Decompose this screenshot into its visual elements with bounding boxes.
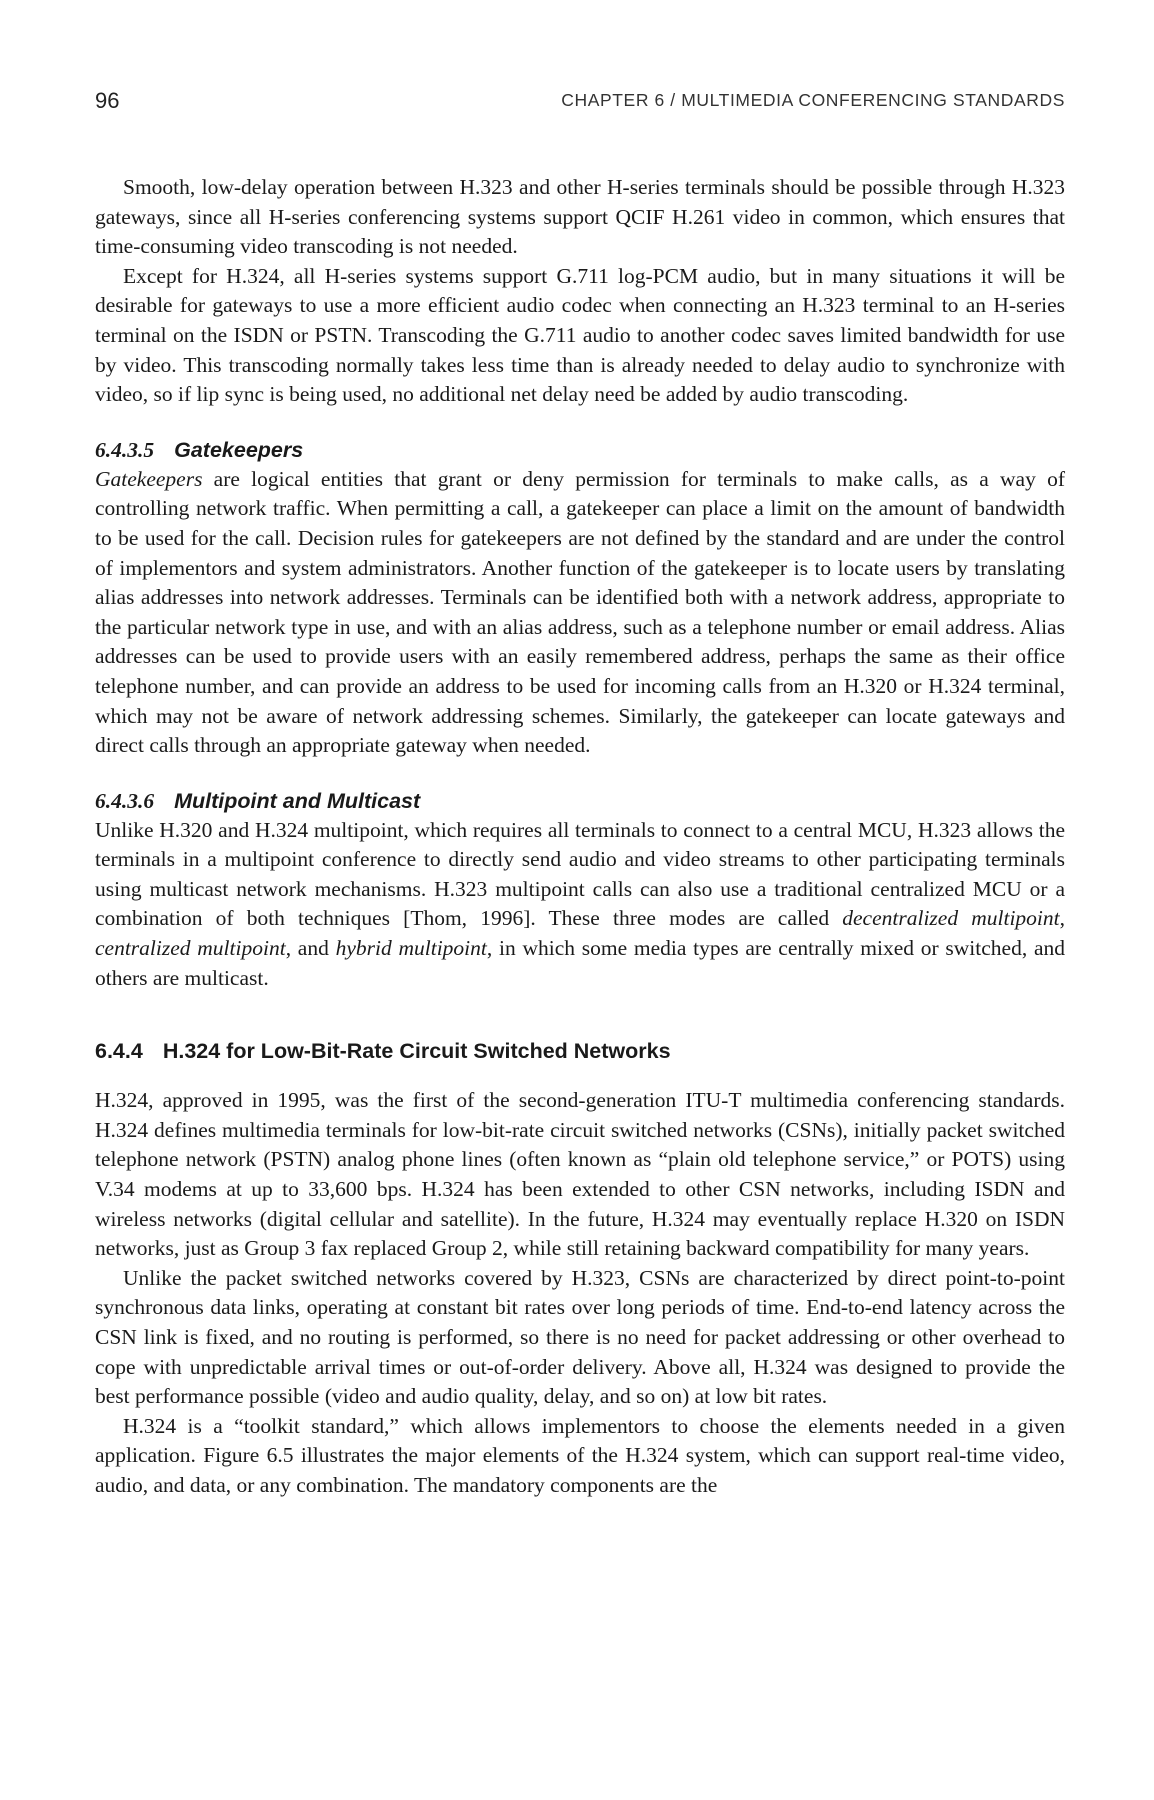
subsection-number: 6.4.3.6 <box>95 788 155 813</box>
subsection-title: Multipoint and Multicast <box>174 788 421 813</box>
running-head <box>95 88 1065 118</box>
book-page <box>95 0 1070 1800</box>
paragraph-h324-intro: H.324, approved in 1995, was the first of the second-generation ITU-T multimedia conferencing standards. H.324 defines multimedia terminals for low-bit-rate circuit switched networks (CSNs), initially packet switched telephone network (PSTN) analog phone lines (often known as “plain old telephone service,” or POTS) using V.34 modems at up to 33,600 bps. H.324 has been extended to other CSN networks, including ISDN and wireless networks (digital cellular and satellite). In the future, H.324 may eventually replace H.320 on ISDN networks, just as Group 3 fax replaced Group 2, while still retaining backward compatibility for many years. <box>95 1088 1065 1261</box>
subsection-title: Gatekeepers <box>174 437 304 462</box>
multipoint-text-b: , in which some media types are centrally mixed or switched, and others are multicast. <box>95 936 1066 990</box>
page-number: 96 <box>95 88 120 113</box>
term-centralized-multipoint: centralized multipoint <box>95 936 286 961</box>
section-title: H.324 for Low-Bit-Rate Circuit Switched Networks <box>162 1039 671 1064</box>
term-decentralized-multipoint: decentralized multipoint <box>842 906 1060 931</box>
subsection-heading-multipoint <box>95 787 1065 816</box>
chapter-title: CHAPTER 6 / MULTIMEDIA CONFERENCING STANDARDS <box>561 90 1065 110</box>
paragraph-audio-transcoding: Except for H.324, all H-series systems support G.711 log-PCM audio, but in many situations it will be desirable for gateways to use a more efficient audio codec when connecting an H.323 terminal to an H-series terminal on the ISDN or PSTN. Transcoding the G.711 audio to another codec saves limited bandwidth for use by video. This transcoding normally takes less time than is already needed to delay audio to synchronize with video, so if lip sync is being used, no additional net delay need be added by audio transcoding. <box>95 263 1065 407</box>
section-heading-h324 <box>95 1037 1065 1066</box>
paragraph-h323-gateways: Smooth, low-delay operation between H.323 and other H-series terminals should be possible through H.323 gateways, since all H-series conferencing systems support QCIF H.261 video in common, which ensures that time-consuming video transcoding is not needed. <box>95 175 1065 259</box>
paragraph-toolkit-standard: H.324 is a “toolkit standard,” which allows implementors to choose the elements needed in a given application. Figure 6.5 illustrates the major elements of the H.324 system, which can support real-time video, audio, and data, or any combination. The mandatory components are the <box>95 1413 1065 1497</box>
paragraph-gatekeepers <box>95 465 1065 761</box>
subsection-heading-gatekeepers <box>95 436 1065 465</box>
paragraph-multipoint <box>95 816 1065 994</box>
separator: , and <box>285 936 336 961</box>
section-number: 6.4.4 <box>95 1039 143 1064</box>
term-hybrid-multipoint: hybrid multipoint <box>335 936 487 961</box>
term-gatekeepers: Gatekeepers <box>95 466 203 491</box>
subsection-number: 6.4.3.5 <box>95 437 155 462</box>
multipoint-text-a: Unlike H.320 and H.324 multipoint, which requires all terminals to connect to a central MCU, H.323 allows the terminals in a multipoint conference to directly send audio and video streams to other participating terminals using multicast network mechanisms. H.323 multipoint calls can also use a traditional centralized MCU or a combination of both techniques [Thom, 1996]. These three modes are called <box>95 817 1065 931</box>
gatekeepers-text: are logical entities that grant or deny permission for terminals to make calls, as a way of controlling network traffic. When permitting a call, a gatekeeper can place a limit on the amount of bandwidth to be used for the call. Decision rules for gatekeepers are not defined by the standard and are under the control of implementors and system administrators. Another function of the gatekeeper is to locate users by translating alias addresses into network addresses. Terminals can be identified both with a network address, appropriate to the particular network type in use, and with an alias address, such as a telephone number or email address. Alias addresses can be used to provide users with an easily remembered address, perhaps the same as their office telephone number, and can provide an address to be used for incoming calls from an H.320 or H.324 terminal, which may not be aware of network addressing schemes. Similarly, the gatekeeper can locate gateways and direct calls through an appropriate gateway when needed. <box>95 466 1065 758</box>
paragraph-csn-characteristics: Unlike the packet switched networks covered by H.323, CSNs are characterized by direct point-to-point synchronous data links, operating at constant bit rates over long periods of time. End-to-end latency across the CSN link is fixed, and no routing is performed, so there is no need for packet addressing or other overhead to cope with unpredictable arrival times or out-of-order delivery. Above all, H.324 was designed to provide the best performance possible (video and audio quality, delay, and so on) at low bit rates. <box>95 1265 1065 1409</box>
separator: , <box>1059 906 1065 931</box>
body-text <box>95 173 1065 1501</box>
